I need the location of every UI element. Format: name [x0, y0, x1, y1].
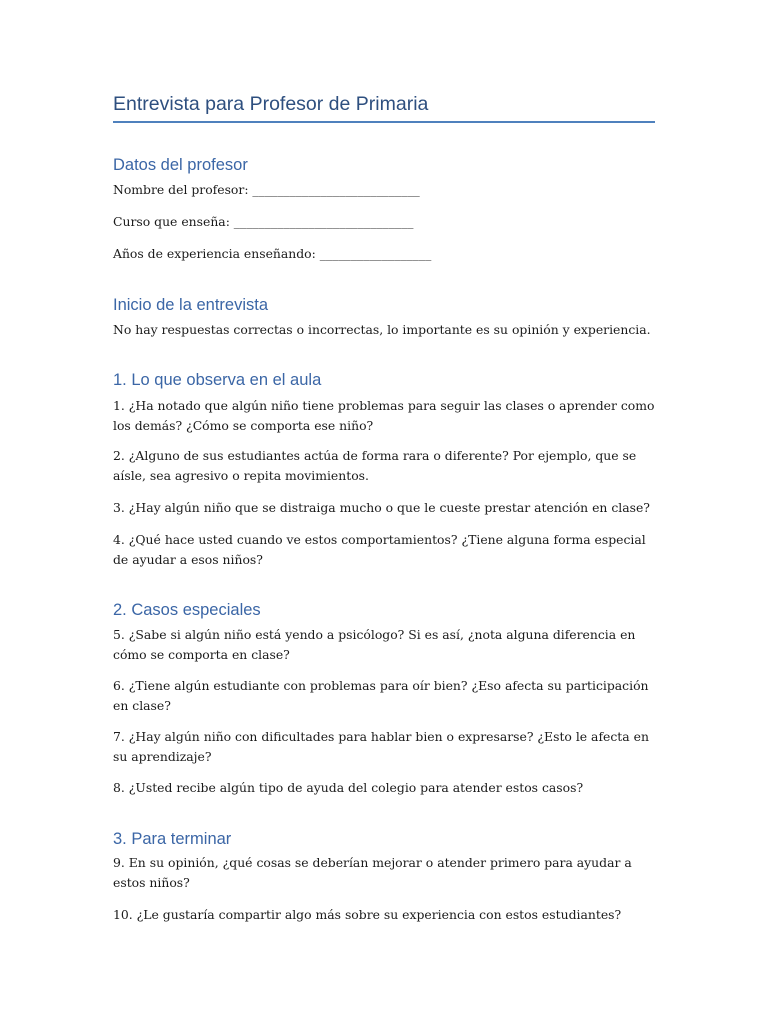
question-6: 6. ¿Tiene algún estudiante con problemas para oír bien? ¿Eso afecta su participación en clase?: [113, 678, 649, 713]
question-8: 8. ¿Usted recibe algún tipo de ayuda del colegio para atender estos casos?: [113, 780, 584, 795]
section-heading-datos: Datos del profesor: [113, 156, 248, 174]
document-title: Entrevista para Profesor de Primaria: [113, 93, 429, 115]
question-5: 5. ¿Sabe si algún niño está yendo a psicólogo? Si es así, ¿nota alguna diferencia en cómo se comporta en clase?: [113, 627, 636, 662]
question-9: 9. En su opinión, ¿qué cosas se deberían mejorar o atender primero para ayudar a estos niños?: [113, 855, 632, 890]
question-4: 4. ¿Qué hace usted cuando ve estos comportamientos? ¿Tiene alguna forma especial de ayudar a esos niños?: [113, 532, 646, 567]
intro-text: No hay respuestas correctas o incorrectas, lo importante es su opinión y experiencia.: [113, 322, 651, 337]
title-underline: [113, 121, 655, 123]
section-heading-inicio: Inicio de la entrevista: [113, 296, 269, 314]
question-7: 7. ¿Hay algún niño con dificultades para hablar bien o expresarse? ¿Esto le afecta en su aprendizaje?: [113, 729, 649, 764]
section-heading-terminar: 3. Para terminar: [113, 830, 232, 848]
field-curso: Curso que enseña: _____________________________: [113, 214, 414, 229]
field-nombre-profesor: Nombre del profesor: ___________________________: [113, 182, 420, 197]
question-10: 10. ¿Le gustaría compartir algo más sobre su experiencia con estos estudiantes?: [113, 907, 622, 922]
field-anos-experiencia: Años de experiencia enseñando: __________________: [113, 246, 432, 261]
question-2: 2. ¿Alguno de sus estudiantes actúa de forma rara o diferente? Por ejemplo, que se aísle, sea agresivo o repita movimientos.: [113, 448, 637, 483]
section-heading-aula: 1. Lo que observa en el aula: [113, 371, 322, 389]
question-3: 3. ¿Hay algún niño que se distraiga mucho o que le cueste prestar atención en clase?: [113, 500, 650, 515]
section-heading-casos: 2. Casos especiales: [113, 601, 261, 619]
question-1: 1. ¿Ha notado que algún niño tiene problemas para seguir las clases o aprender como los demás? ¿Cómo se comporta ese niño?: [113, 398, 655, 433]
